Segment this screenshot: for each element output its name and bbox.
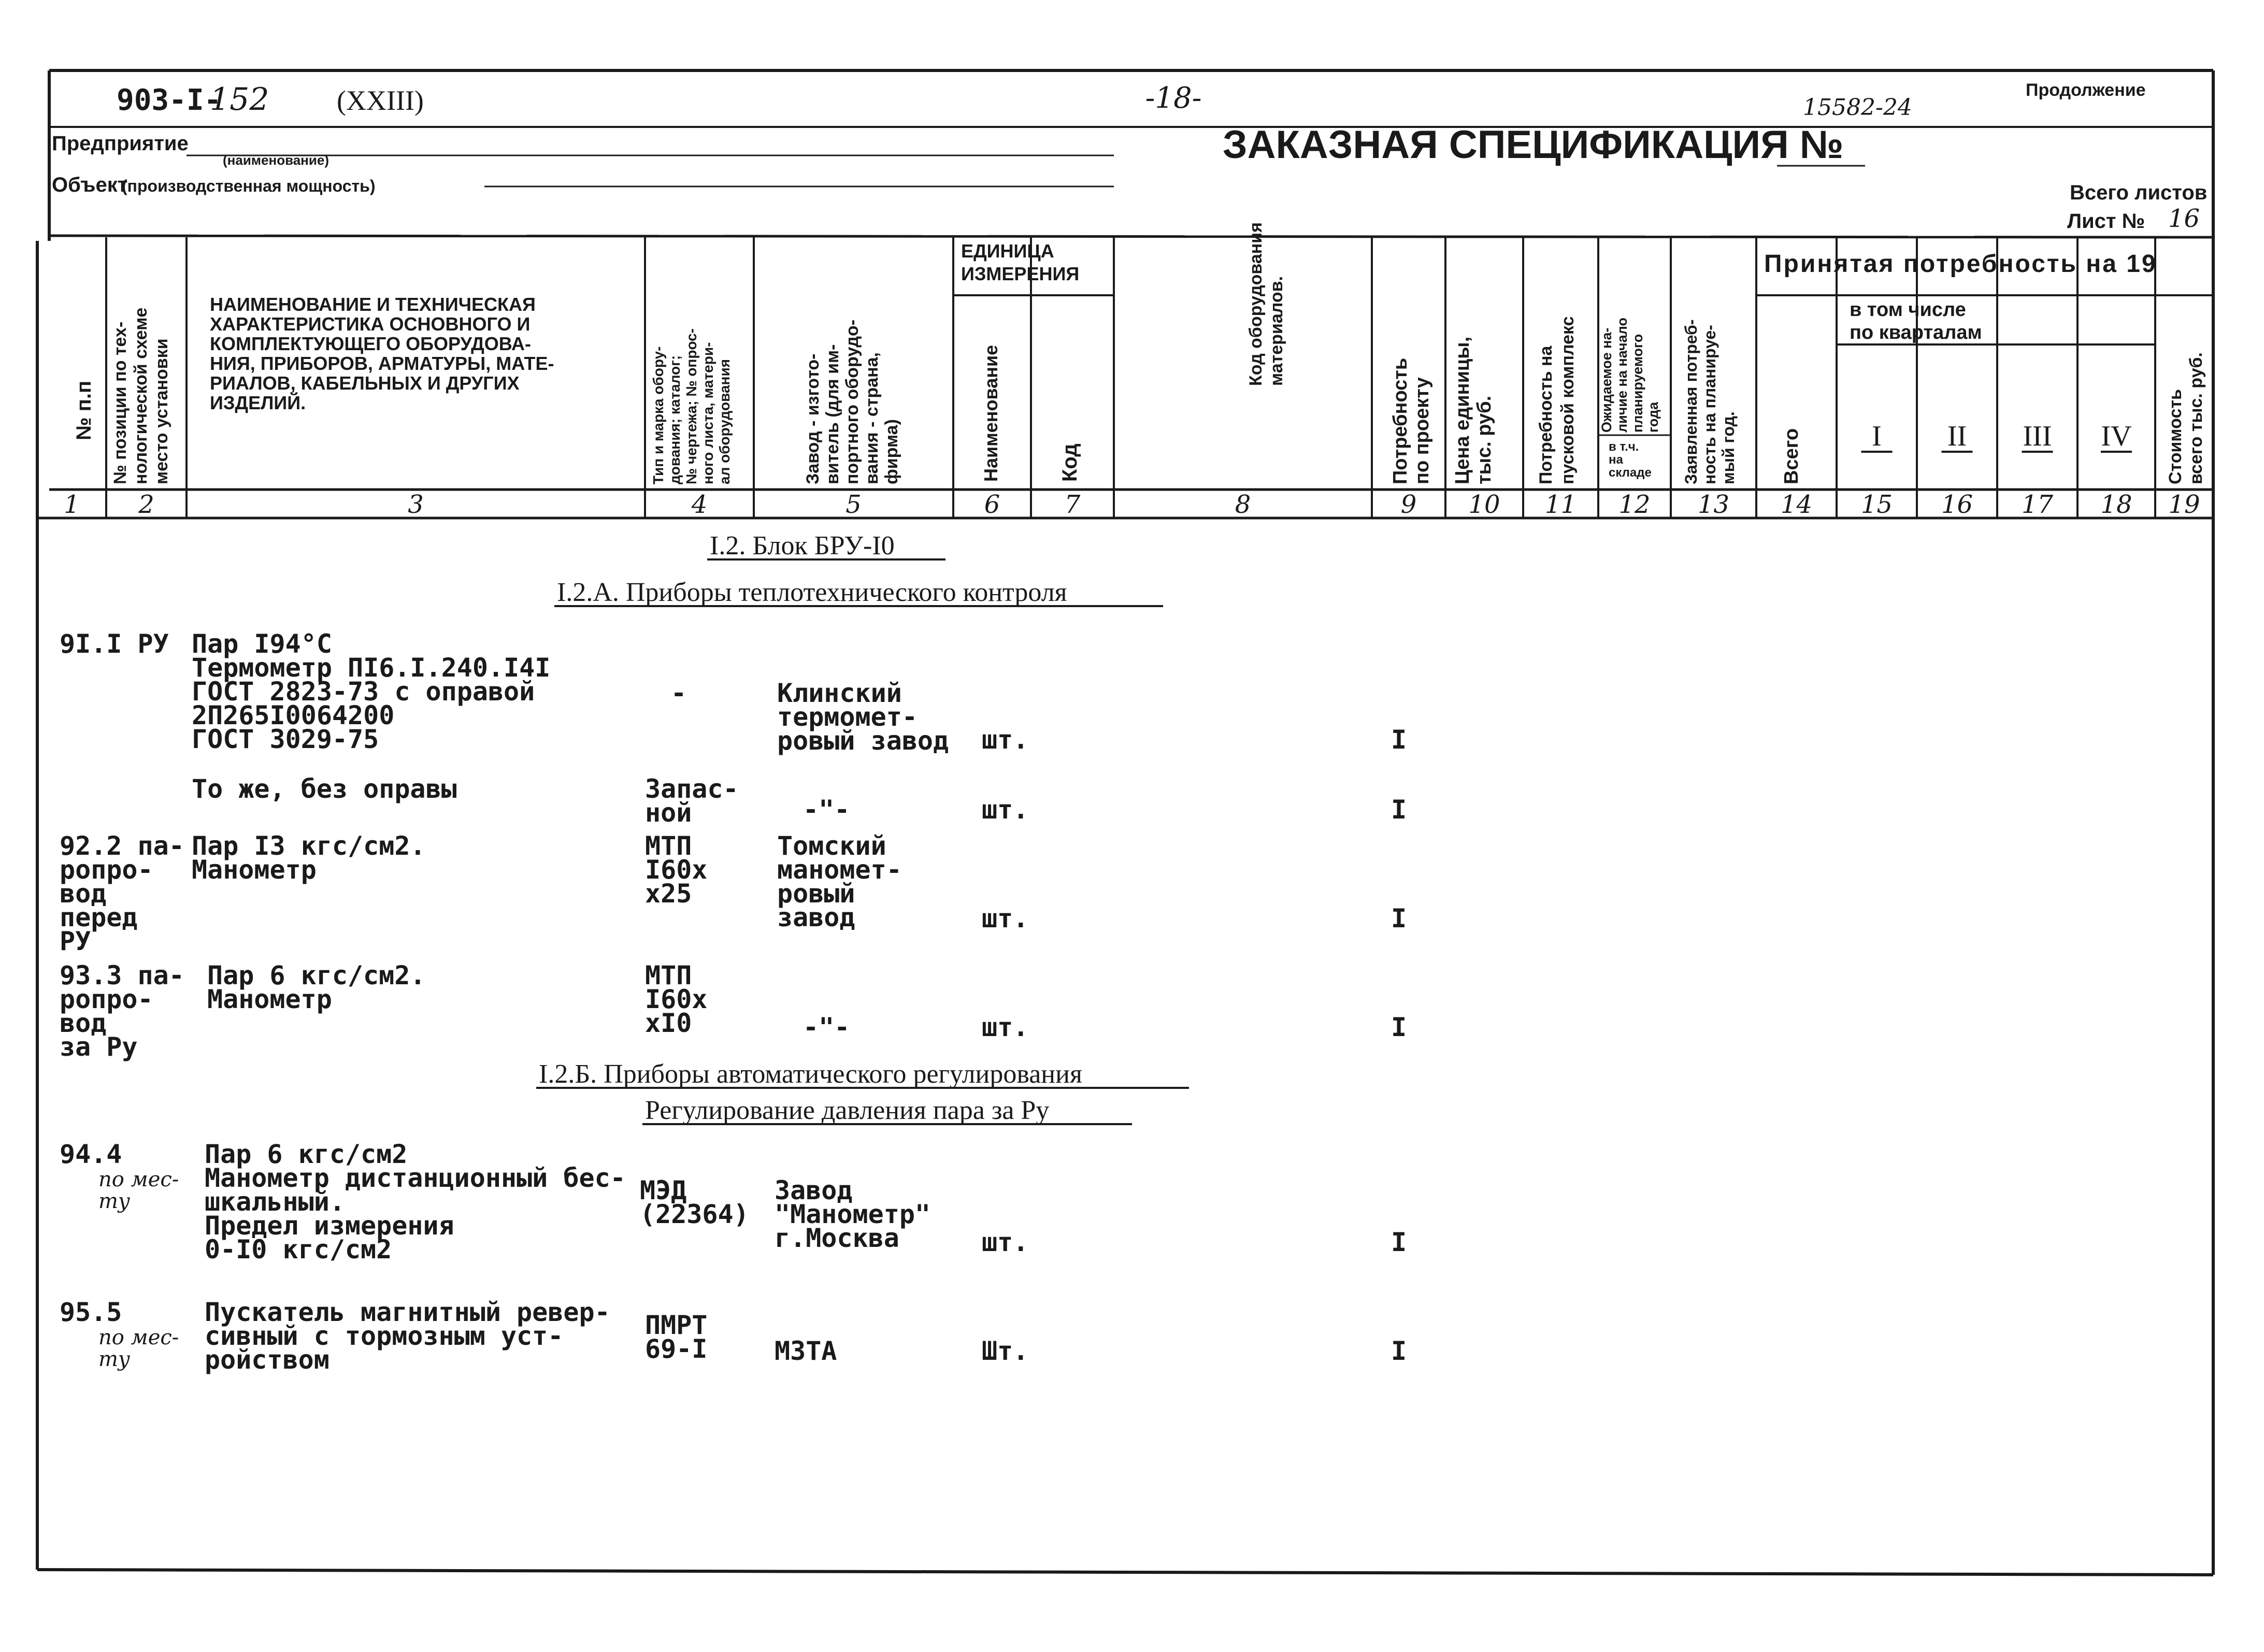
row-type: МТП (645, 831, 692, 861)
row-qty: I (1391, 1336, 1407, 1366)
col4-header: ного листа, матери- (700, 342, 716, 484)
col11-header: пусковой комплекс (1558, 316, 1578, 484)
row-qty: I (1391, 1227, 1407, 1257)
row-qty: I (1391, 903, 1407, 933)
col13-header: мый год. (1719, 411, 1738, 484)
section-sub-b2: Регулирование давления пара за Ру (645, 1096, 1050, 1125)
col5-header: витель (для им- (823, 344, 842, 484)
col6-header: Наименование (980, 344, 1001, 482)
col5-header: вания - страна, (862, 352, 882, 484)
page-number: -18- (1145, 81, 1202, 115)
row-position: 9I.I РУ (60, 629, 169, 659)
continuation-label: Продолжение (2026, 80, 2146, 100)
row-maker: г.Москва (775, 1223, 899, 1253)
col12-bottom-header: на (1609, 453, 1623, 467)
row-unit: шт. (982, 1012, 1029, 1042)
col7-header: Код (1058, 443, 1081, 482)
row-description: Пускатель магнитный ревер- (205, 1297, 610, 1327)
column-number: 10 (1468, 490, 1500, 519)
row-description: То же, без оправы (192, 774, 457, 804)
row-qty: I (1391, 795, 1407, 825)
sheet-label: Лист № (2067, 210, 2145, 233)
total-sheets-label: Всего листов (2070, 181, 2208, 204)
enterprise-hint: (наименование) (223, 152, 329, 168)
row-type: МТП (645, 960, 692, 990)
unit-group-header: ИЗМЕРЕНИЯ (961, 263, 1080, 284)
row-position: ропро- (60, 855, 153, 885)
object-hint: (производственная мощность) (122, 177, 376, 195)
column-number: 16 (1941, 490, 1973, 519)
col12-top-header: Ожидаемое на- (1599, 327, 1614, 433)
row-description: ГОСТ 2823-73 с оправой (192, 677, 535, 707)
unit-group-header: ЕДИНИЦА (961, 240, 1054, 262)
col4-header: Тип и марка обору- (650, 346, 666, 484)
row-type: ПМРТ (645, 1310, 708, 1340)
row-position: 93.3 па- (60, 960, 184, 990)
doc-code: 903-I- (117, 83, 222, 117)
row-maker: Клинский (777, 678, 902, 708)
col8-header: материалов. (1267, 276, 1286, 386)
row-position: ропро- (60, 984, 153, 1014)
row-position: 92.2 па- (60, 831, 184, 861)
col2-header: № позиции по тех- (110, 321, 130, 484)
row-unit: шт. (982, 1227, 1029, 1257)
row-description: Манометр (192, 855, 317, 885)
column-number: 12 (1618, 490, 1651, 519)
row-description: 0-I0 кгс/см2 (205, 1234, 392, 1265)
col2-header: место установки (152, 338, 171, 484)
row-description: Манометр (207, 984, 332, 1014)
col10-header: Цена единицы, (1452, 336, 1473, 484)
row-qty: I (1391, 725, 1407, 755)
row-maker: завод (777, 902, 855, 932)
col9-header: по проекту (1411, 377, 1433, 484)
row-unit: шт. (982, 903, 1029, 933)
col12-top-header: личие на начало (1614, 318, 1630, 433)
row-description: шкальный. (205, 1187, 345, 1217)
col3-header: КОМПЛЕКТУЮЩЕГО ОБОРУДОВА- (210, 333, 531, 354)
enterprise-label: Предприятие (52, 132, 189, 155)
col13-header: Заявленная потреб- (1682, 319, 1700, 484)
row-position: вод (60, 879, 107, 909)
row-position-note: ту (98, 1189, 131, 1213)
quarter-header: III (2023, 420, 2052, 452)
col19-header: всего тыс. руб. (2186, 352, 2206, 484)
row-type: Запас- (645, 774, 739, 804)
row-maker: Томский (777, 831, 886, 861)
col4-header: № чертежа; № опрос- (683, 328, 699, 484)
column-number: 18 (2100, 490, 2132, 519)
row-maker: термомет- (777, 702, 918, 732)
album-number: 15582-24 (1803, 94, 1912, 121)
col5-header: Завод - изгото- (803, 353, 823, 484)
accepted-group-header: Принятая потребность на 19 (1764, 250, 2157, 278)
header-top-line (49, 236, 2213, 237)
col3-header: РИАЛОВ, КАБЕЛЬНЫХ И ДРУГИХ (210, 372, 520, 394)
volume: (XXIII) (337, 85, 424, 116)
row-unit: шт. (982, 795, 1029, 825)
col12-top-header: года (1645, 401, 1661, 433)
row-type: хI0 (645, 1008, 692, 1038)
column-number: 7 (1064, 490, 1081, 519)
row-type: МЭД (640, 1175, 687, 1205)
col3-header: НАИМЕНОВАНИЕ И ТЕХНИЧЕСКАЯ (210, 294, 536, 315)
column-number: 5 (846, 490, 862, 519)
col10-header: тыс. руб. (1473, 395, 1495, 484)
quarters-label: в том числе (1850, 299, 1966, 321)
column-number: 1 (64, 490, 80, 519)
col3-header: ХАРАКТЕРИСТИКА ОСНОВНОГО И (210, 313, 531, 335)
row-description: ГОСТ 3029-75 (192, 724, 379, 754)
column-number: 8 (1235, 490, 1251, 519)
column-number: 19 (2168, 490, 2200, 519)
row-maker: маномет- (777, 855, 902, 885)
row-position-note: по мес- (98, 1168, 179, 1191)
col1-header: № п.п (73, 380, 95, 440)
row-description: ройством (205, 1345, 329, 1375)
column-number: 17 (2021, 490, 2054, 519)
row-position-note: ту (98, 1347, 131, 1371)
row-unit: шт. (982, 725, 1029, 755)
object-label: Объект (52, 174, 128, 196)
row-description: Термометр ПI6.I.240.I4I (192, 653, 551, 683)
document-content (52, 80, 2207, 1375)
col12-top-header: планируемого (1630, 334, 1645, 433)
col3-header: ИЗДЕЛИЙ. (210, 392, 306, 413)
quarter-header: IV (2101, 420, 2132, 452)
col14-header: Всего (1781, 428, 1802, 484)
column-number: 9 (1400, 490, 1417, 519)
row-type: I60х (645, 984, 708, 1014)
column-number: 13 (1697, 490, 1730, 519)
col3-header: НИЯ, ПРИБОРОВ, АРМАТУРЫ, МАТЕ- (210, 353, 554, 374)
quarter-header: II (1947, 420, 1967, 452)
row-position: за Ру (60, 1032, 138, 1062)
row-description: Манометр дистанционный бес- (205, 1163, 626, 1193)
col19-header: Стоимость (2166, 389, 2185, 484)
row-description: Пар 6 кгс/см2. (207, 960, 426, 990)
col9-header: Потребность (1389, 357, 1411, 484)
row-position: перед (60, 902, 138, 932)
col12-bottom-header: в т.ч. (1609, 440, 1639, 454)
col2-header: нологической схеме (131, 307, 151, 484)
column-number: 11 (1544, 490, 1577, 519)
quarters-label: по кварталам (1850, 322, 1982, 343)
col4-header: дования; каталог; (667, 355, 683, 484)
row-description: 2П265I0064200 (192, 700, 395, 730)
doc-number: 152 (210, 81, 269, 118)
row-type: - (670, 678, 687, 708)
row-maker: -"- (803, 795, 850, 825)
row-type: 69-I (645, 1334, 708, 1364)
row-qty: I (1391, 1012, 1407, 1042)
row-position: РУ (60, 926, 91, 956)
col4-header: ал оборудования (717, 358, 733, 484)
col5-header: портного оборудо- (842, 319, 862, 484)
quarter-header: I (1872, 420, 1882, 452)
row-maker: ровый завод (777, 726, 949, 756)
row-position: 95.5 (60, 1297, 122, 1327)
row-description: сивный с тормозным уст- (205, 1321, 564, 1351)
row-maker: ровый (777, 879, 855, 909)
row-maker: -"- (803, 1012, 850, 1042)
column-number: 15 (1860, 490, 1893, 519)
frame-bottom (37, 1570, 2213, 1575)
row-description: Предел измерения (205, 1211, 454, 1241)
sheet-value: 16 (2168, 204, 2200, 233)
row-description: Пар I3 кгс/см2. (192, 831, 426, 861)
row-position: 94.4 (60, 1139, 122, 1169)
col12-bottom-header: складе (1609, 466, 1652, 480)
row-type: (22364) (640, 1199, 749, 1229)
col11-header: Потребность на (1536, 346, 1556, 484)
row-type: ной (645, 798, 692, 828)
row-description: Пар 6 кгс/см2 (205, 1139, 408, 1169)
row-unit: Шт. (982, 1336, 1029, 1366)
row-position: вод (60, 1008, 107, 1038)
col8-header: Код оборудования (1246, 222, 1266, 386)
row-maker: МЗТА (775, 1336, 837, 1366)
col5-header: фирма) (882, 419, 901, 484)
column-number: 2 (138, 490, 154, 519)
section-sub-b: I.2.Б. Приборы автоматического регулирования (539, 1059, 1082, 1089)
column-number: 3 (408, 490, 424, 519)
column-number: 14 (1780, 490, 1813, 519)
section-sub-a: I.2.А. Приборы теплотехнического контроля (557, 578, 1067, 607)
column-number: 6 (984, 490, 1000, 519)
row-description: Пар I94°С (192, 629, 332, 659)
row-type: х25 (645, 879, 692, 909)
column-number: 4 (691, 490, 708, 519)
row-maker: "Манометр" (775, 1199, 931, 1229)
spec-title: ЗАКАЗНАЯ СПЕЦИФИКАЦИЯ № (1223, 123, 1844, 167)
row-position-note: по мес- (98, 1326, 179, 1349)
section-block: I.2. Блок БРУ-I0 (710, 531, 895, 561)
row-type: I60х (645, 855, 708, 885)
col13-header: ность на планируе- (1700, 325, 1719, 484)
row-maker: Завод (775, 1175, 853, 1205)
